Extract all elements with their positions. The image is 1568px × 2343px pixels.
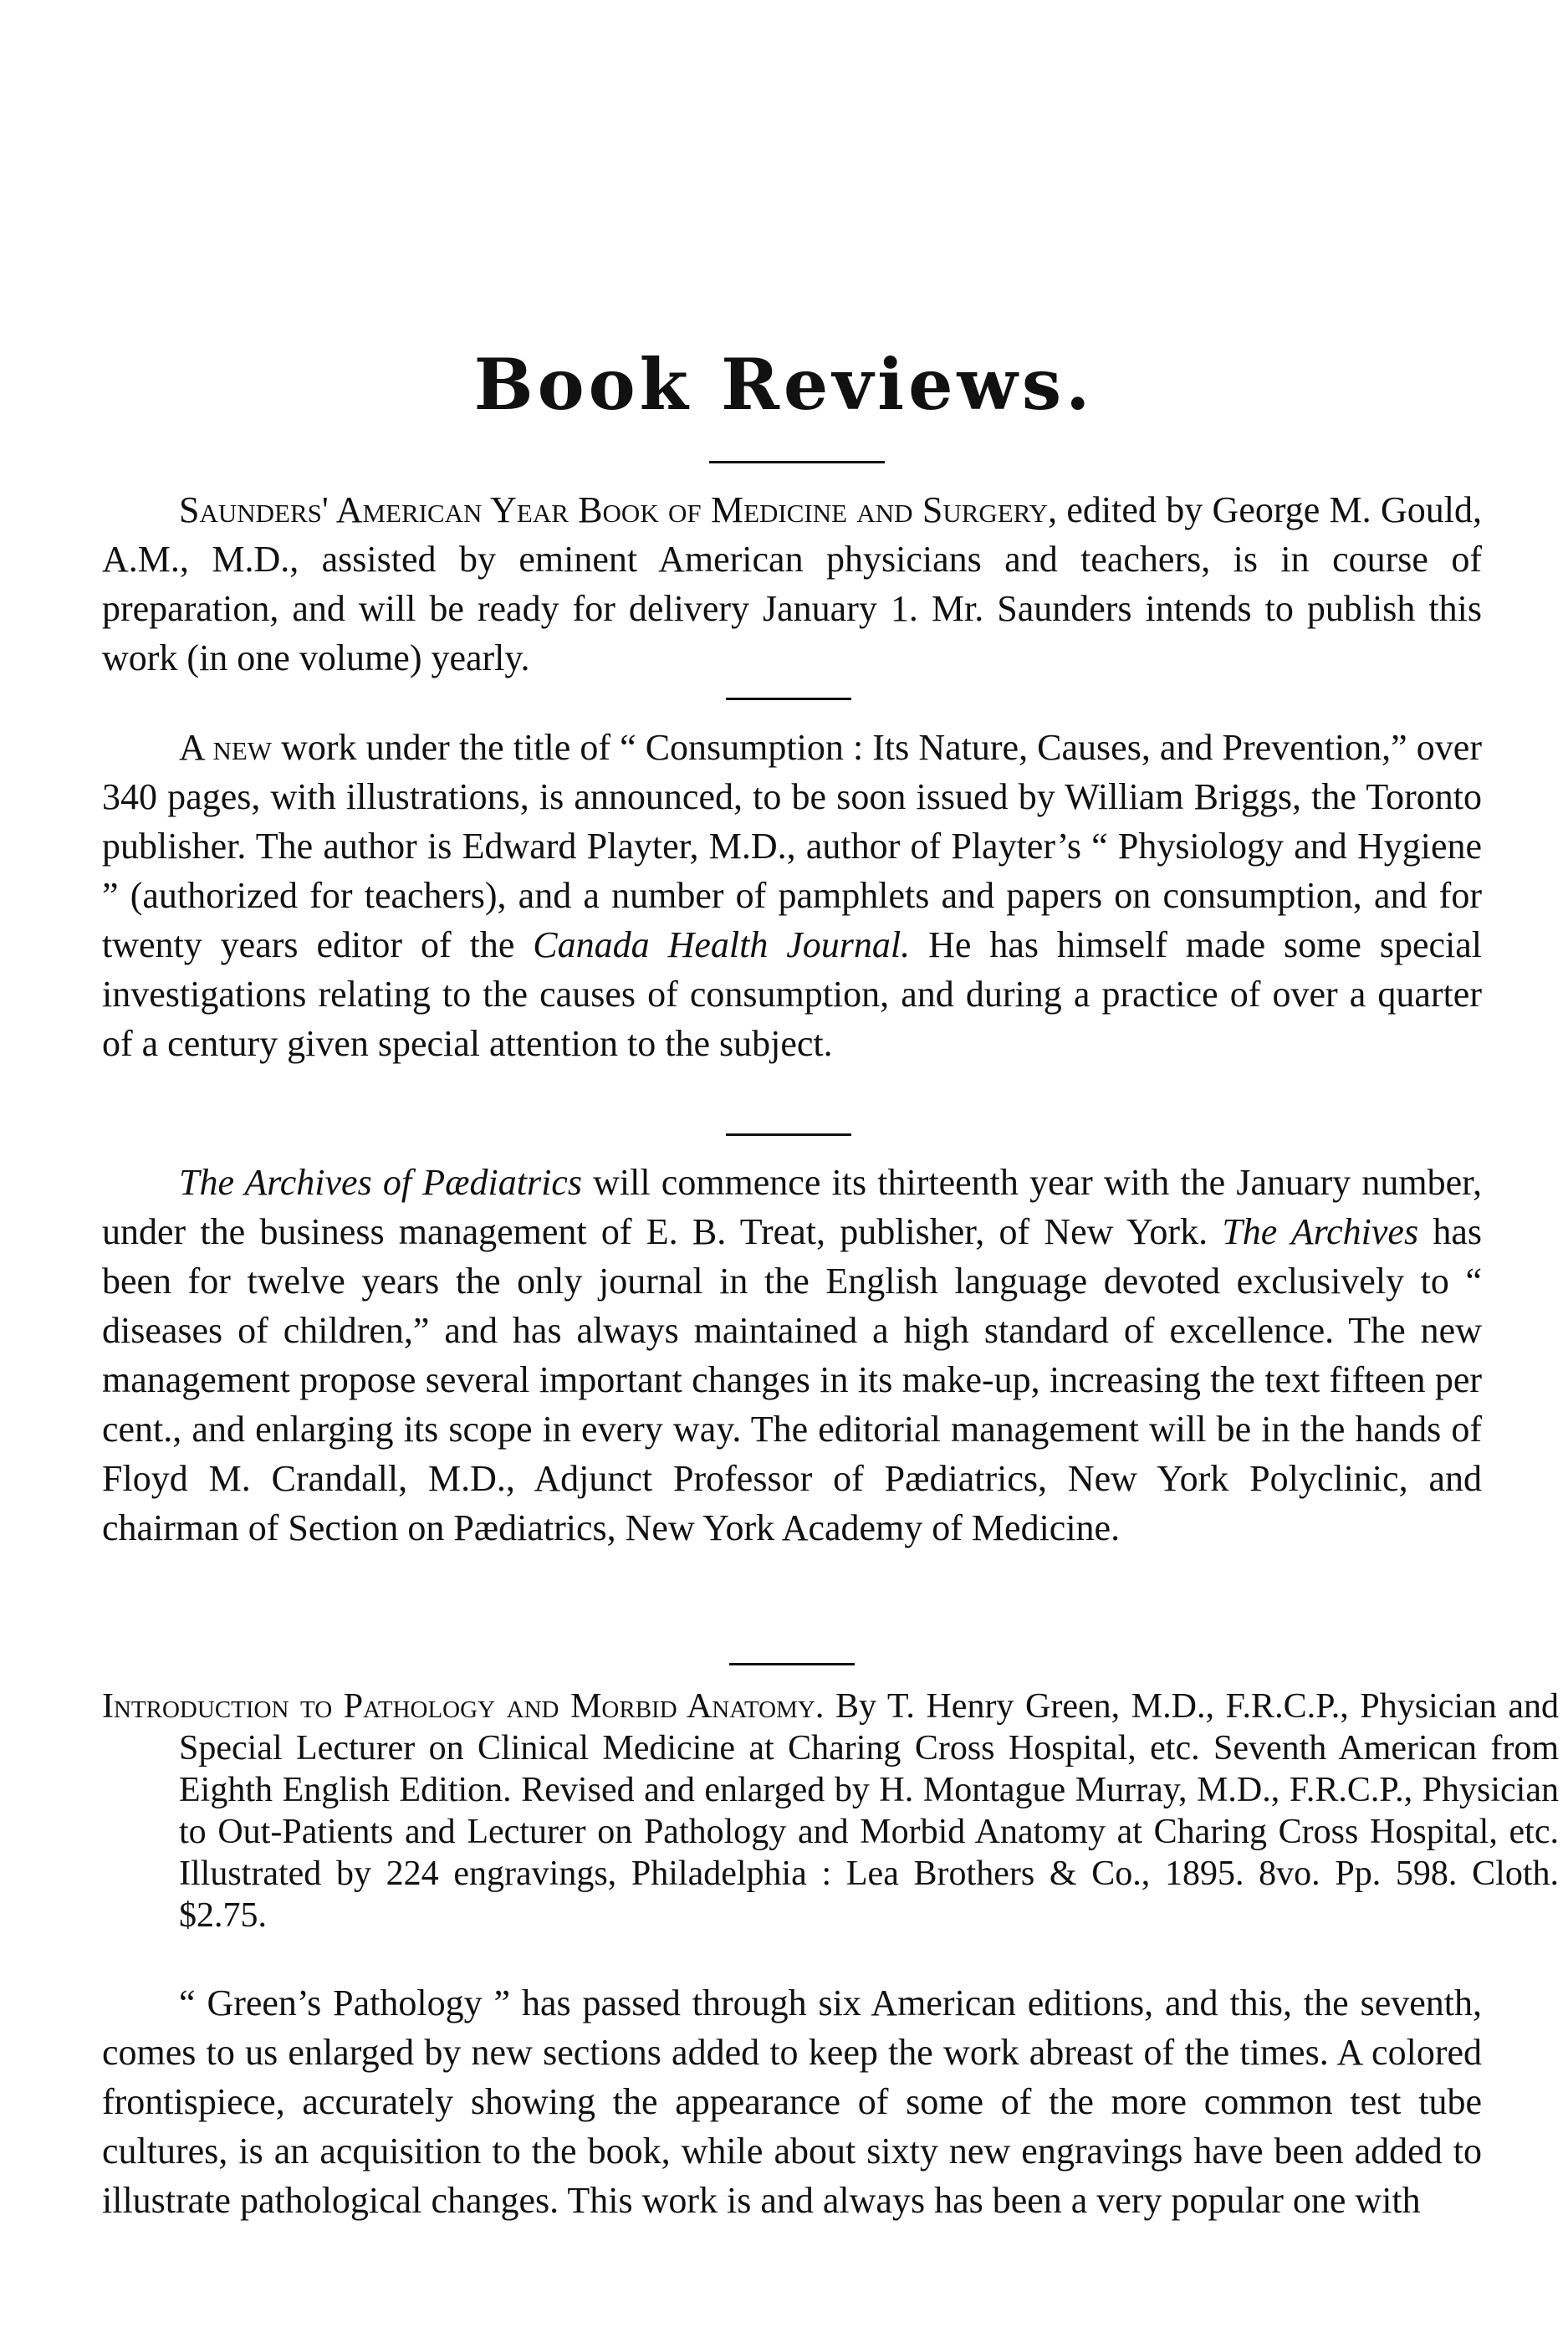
entry-year-book-text: edited by George M. Gould, A.M., M.D., assisted by eminent American physicians and teachers, is in course of preparation, and will be ready for delivery January 1. Mr. Saunders intends to publish this work (in one volume) yearly. <box>102 489 1482 678</box>
entry-archives <box>102 1158 1482 1553</box>
entry-archives-title: The Archives of Pædiatrics <box>179 1162 582 1203</box>
entry-consumption-text-a: work under the title of “ Consumption : Its Nature, Causes, and Prevention,” over 340 pages, with illustrations, is announced, to be soon issued by William Briggs, the Toronto publisher. The author is Edward Playter, M.D., author of Playter’s “ Physiology and Hygiene ” (authorized for teachers), and a number of pamphlets and papers on consumption, and for twenty years editor of the <box>102 727 1482 965</box>
page-title: Book Reviews. <box>473 343 1095 426</box>
section-rule <box>726 1133 851 1136</box>
entry-year-book-head: Saunders' American Year Book of Medicine and Surgery, <box>179 489 1058 530</box>
entry-pathology-text: By T. Henry Green, M.D., F.R.C.P., Physician and Special Lecturer on Clinical Medicine at Charing Cross Hospital, etc. Seventh American from Eighth English Edition. Revised and enlarged by H. Montague Murray, M.D., F.R.C.P., Physician to Out-Patients and Lecturer on Pathology and Morbid Anatomy at Charing Cross Hospital, etc. Illustrated by 224 engravings, Philadelphia : Lea Brothers & Co., 1895. 8vo. Pp. 598. Cloth. $2.75. <box>179 1687 1559 1935</box>
entry-pathology-review-text: “ Green’s Pathology ” has passed through six American editions, and this, the seventh, comes to us enlarged by new sections added to keep the work abreast of the times. A colored frontispiece, accurately showing the appearance of some of the more common test tube cultures, is an acquisition to the book, while about sixty new engravings have been added to illustrate pathological changes. This work is and always has been a very popular one with <box>102 1982 1482 2221</box>
section-rule <box>726 698 851 700</box>
entry-consumption <box>102 723 1482 1068</box>
entry-pathology-review <box>102 1978 1482 2225</box>
entry-archives-text-a: will commence its thirteenth year with the January number, under the business management of E. B. Treat, publisher, of New York. <box>102 1162 1482 1252</box>
heading-rule <box>709 461 885 463</box>
entry-archives-title-2: The Archives <box>1222 1211 1419 1252</box>
entry-consumption-text-b: He has himself made some special investigations relating to the causes of consumption, and during a practice of over a quarter of a century given special attention to the subject. <box>102 924 1483 1064</box>
journal-title: Canada Health Journal. <box>533 924 911 965</box>
entry-year-book <box>102 485 1482 683</box>
entry-pathology-head: Introduction to Pathology and Morbid Anatomy. <box>102 1687 825 1726</box>
entry-archives-text-b: has been for twelve years the only journal in the English language devoted exclusively to “ diseases of children,” and has always maintained a high standard of excellence. The new management propose several important changes in its make-up, increasing the text fifteen per cent., and enlarging its scope in every way. The editorial management will be in the hands of Floyd M. Crandall, M.D., Adjunct Professor of Pædiatrics, New York Polyclinic, and chairman of Section on Pædiatrics, New York Academy of Medicine. <box>102 1211 1482 1548</box>
entry-consumption-head: A new <box>179 727 273 768</box>
section-rule <box>729 1663 855 1665</box>
entry-pathology-citation <box>102 1686 1559 1936</box>
